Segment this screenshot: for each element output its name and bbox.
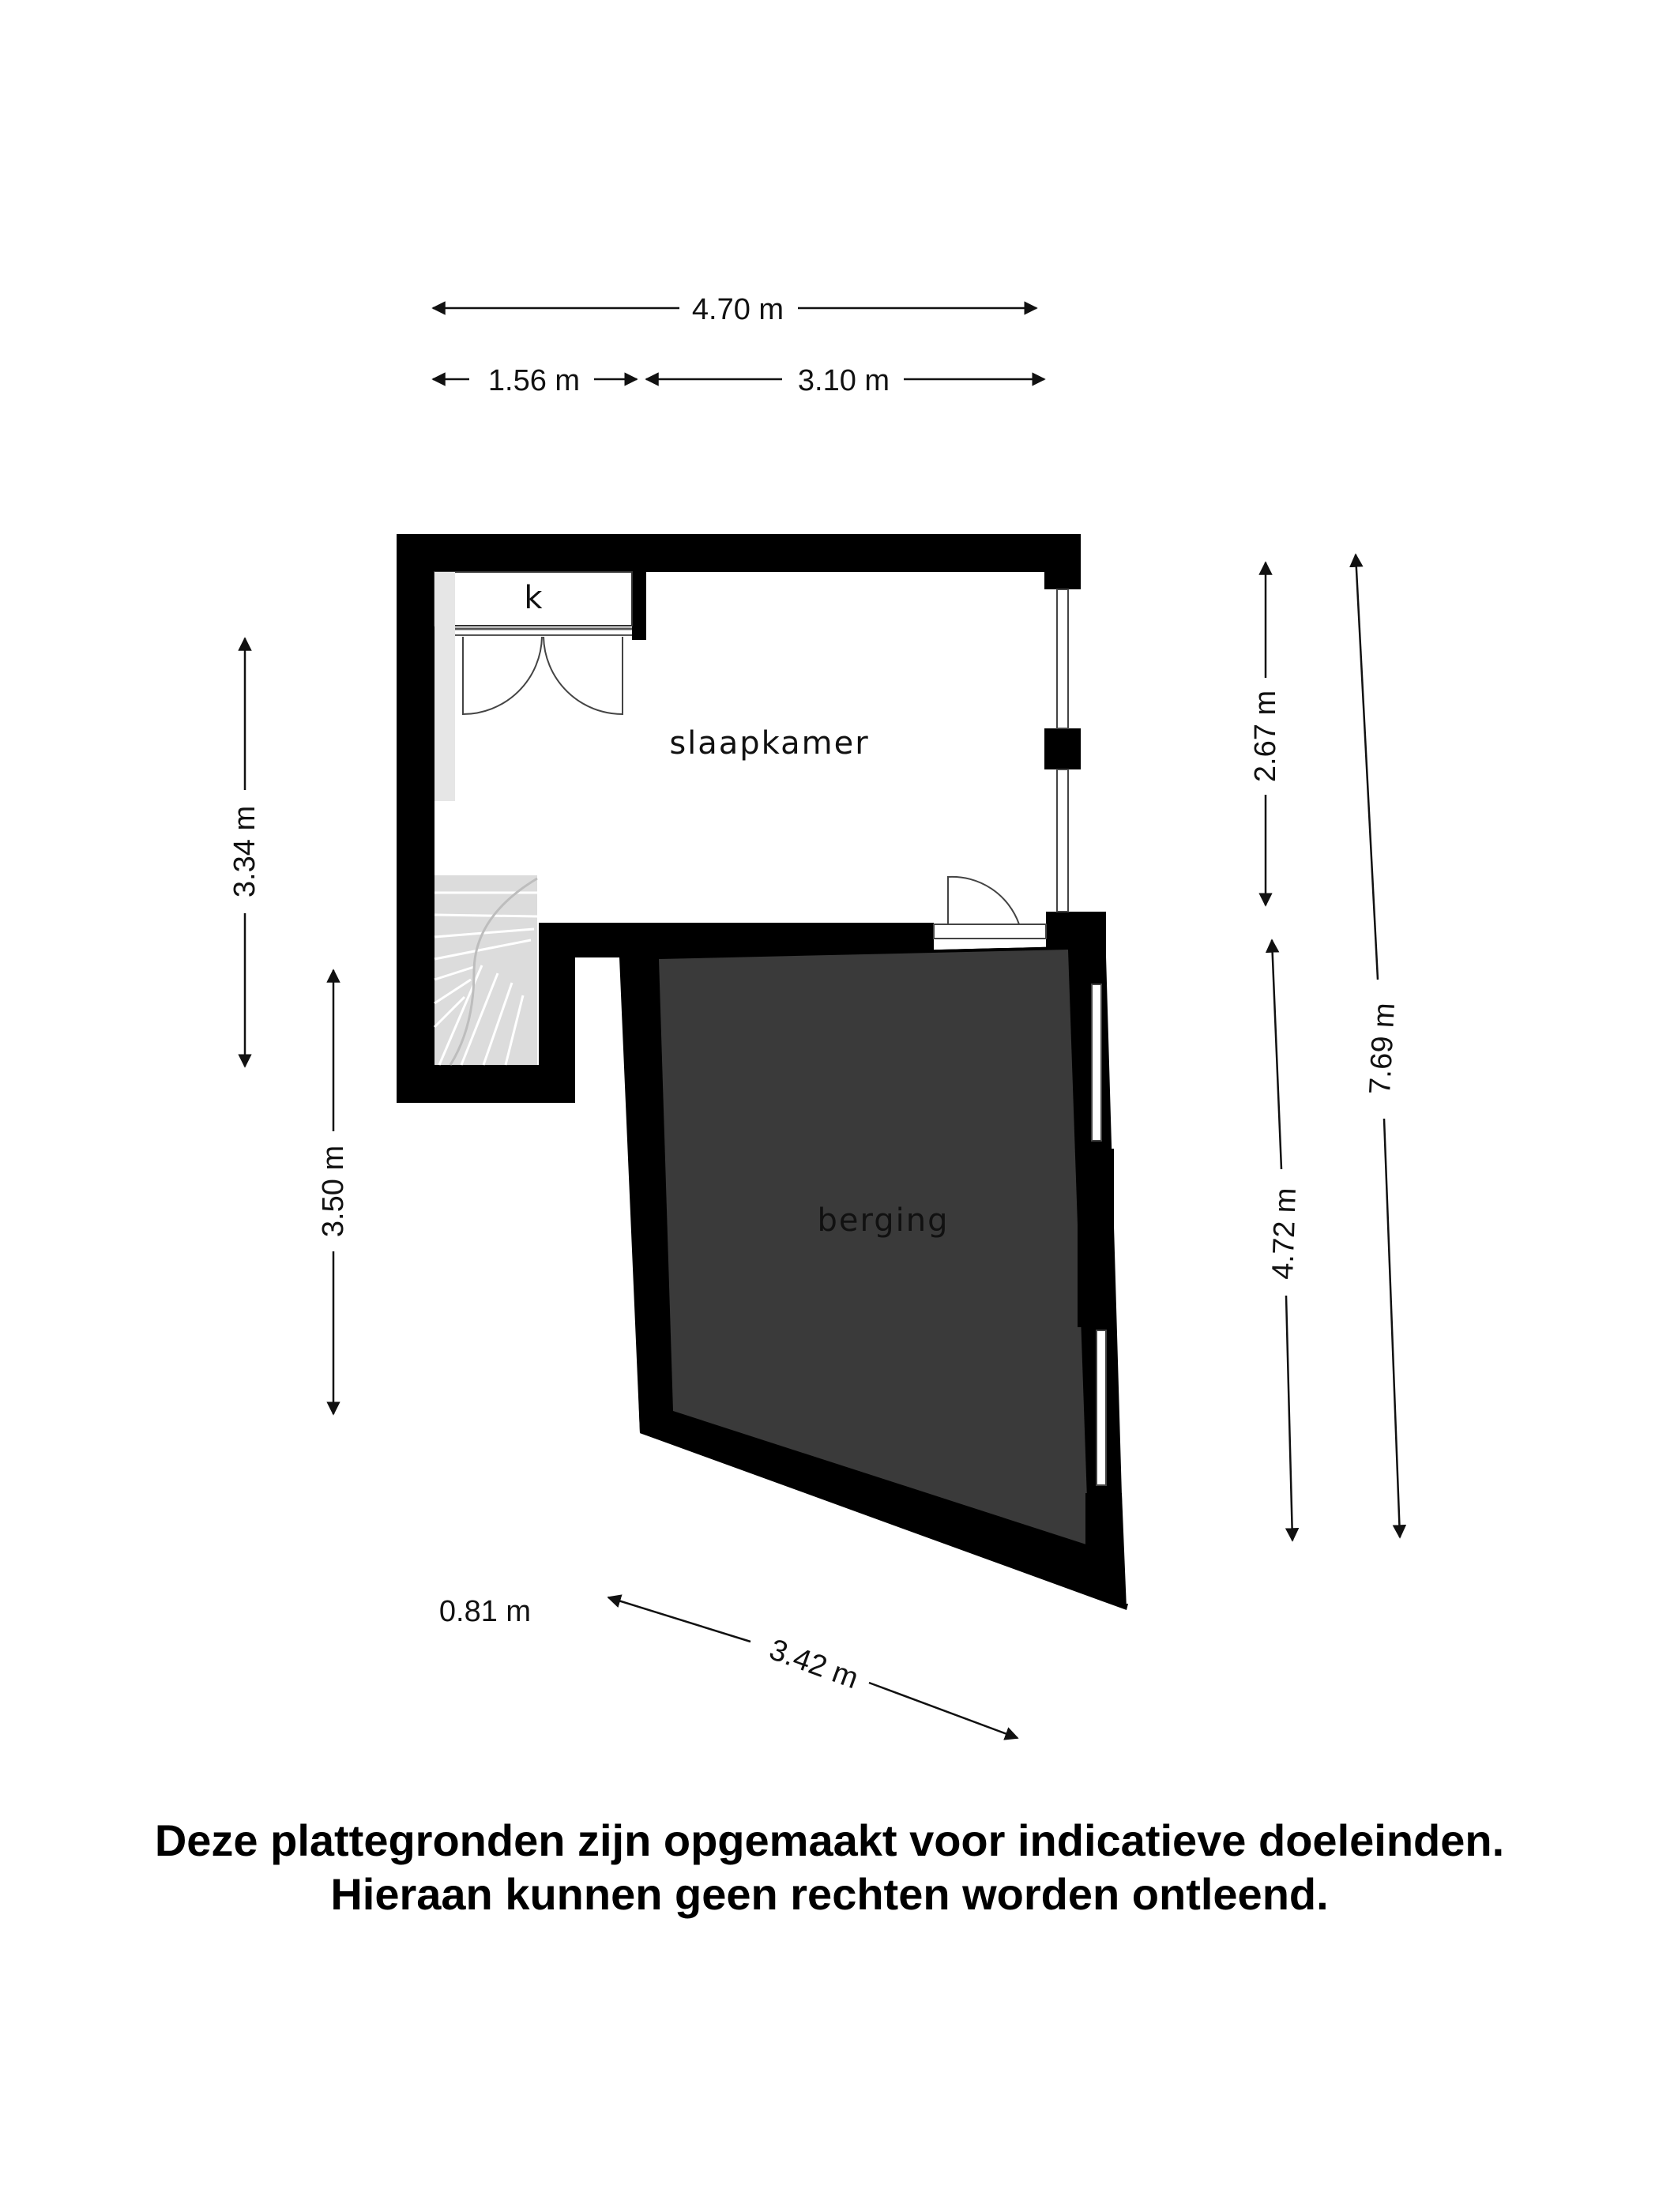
bedroom-door: [934, 877, 1046, 939]
disclaimer-line-2: Hieraan kunnen geen rechten worden ontleend.: [330, 1869, 1329, 1919]
dim-bottom-small: 0.81 m: [438, 1595, 532, 1628]
stairs: [434, 875, 537, 1065]
dim-right-total: 7.69 m: [1364, 1002, 1402, 1096]
dim-top-right: 3.10 m: [797, 364, 890, 397]
disclaimer-line-1: Deze plattegronden zijn opgemaakt voor indicatieve doeleinden.: [154, 1815, 1505, 1865]
dim-right-lower: 4.72 m: [1266, 1187, 1304, 1281]
room-label-bedroom: slaapkamer: [669, 725, 870, 762]
dim-left-upper: 3.34 m: [228, 805, 261, 898]
dim-top-left: 1.56 m: [487, 364, 581, 397]
dim-right-upper: 2.67 m: [1249, 690, 1282, 783]
dim-top-total: 4.70 m: [691, 293, 784, 326]
dim-left-lower: 3.50 m: [317, 1145, 350, 1238]
room-label-closet: k: [524, 580, 544, 616]
dim-bottom-diagonal: 3.42 m: [765, 1633, 863, 1696]
room-label-storage: berging: [817, 1202, 950, 1239]
